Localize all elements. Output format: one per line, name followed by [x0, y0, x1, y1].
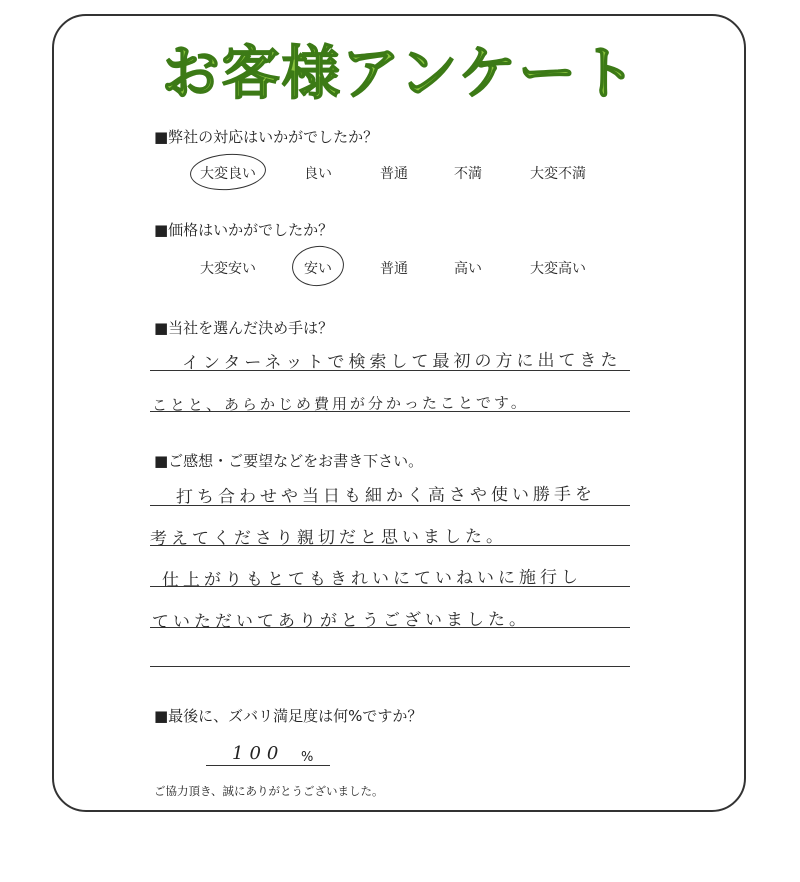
answer-deciding-factor-line-2: ことと、あらかじめ費用が分かったことです。: [151, 393, 529, 415]
question-comments: ■ご感想・ご要望などをお書き下さい。: [154, 452, 424, 470]
satisfaction-value: 100: [232, 743, 285, 764]
option-service-very-dissatisfied: 大変不満: [530, 166, 586, 182]
survey-title: お客様アンケート: [161, 39, 639, 107]
option-service-good: 良い: [304, 166, 332, 182]
answer-rule-line: [150, 370, 630, 371]
question-satisfaction: ■最後に、ズバリ満足度は何%ですか？: [154, 707, 423, 725]
answer-comments-line-1: 打ち合わせや当日も細かく高さや使い勝手を: [175, 484, 597, 508]
thank-you-note: ご協力頂き、誠にありがとうございました。: [154, 784, 384, 798]
question-deciding-factor: ■当社を選んだ決め手は？: [154, 319, 334, 337]
answer-rule-line: [150, 627, 630, 628]
answer-rule-line: [150, 545, 630, 546]
answer-comments-line-4: ていただいてありがとうございました。: [151, 609, 531, 633]
answer-comments-line-3: 仕上がりもとてもきれいにていねいに施行し: [161, 567, 583, 591]
answer-rule-line: [150, 666, 630, 667]
option-price-very-expensive: 大変高い: [530, 261, 586, 277]
answer-rule-line: [150, 411, 630, 412]
satisfaction-unit: %: [301, 750, 314, 765]
option-price-cheap: 安い: [304, 261, 332, 277]
option-price-normal: 普通: [380, 261, 408, 277]
question-service: ■弊社の対応はいかがでしたか？: [154, 128, 379, 146]
answer-rule-line: [150, 586, 630, 587]
option-price-expensive: 高い: [454, 261, 482, 277]
option-service-very-good: 大変良い: [200, 166, 256, 182]
option-service-normal: 普通: [380, 166, 408, 182]
answer-comments-line-2: 考えてくださり親切だと思いました。: [149, 526, 508, 550]
option-service-dissatisfied: 不満: [454, 166, 482, 182]
question-price: ■価格はいかがでしたか？: [154, 221, 334, 239]
satisfaction-underline: [206, 765, 330, 766]
answer-rule-line: [150, 505, 630, 506]
answer-deciding-factor-line-1: インターネットで検索して最初の方に出てきた: [181, 350, 622, 374]
option-price-very-cheap: 大変安い: [200, 261, 256, 277]
